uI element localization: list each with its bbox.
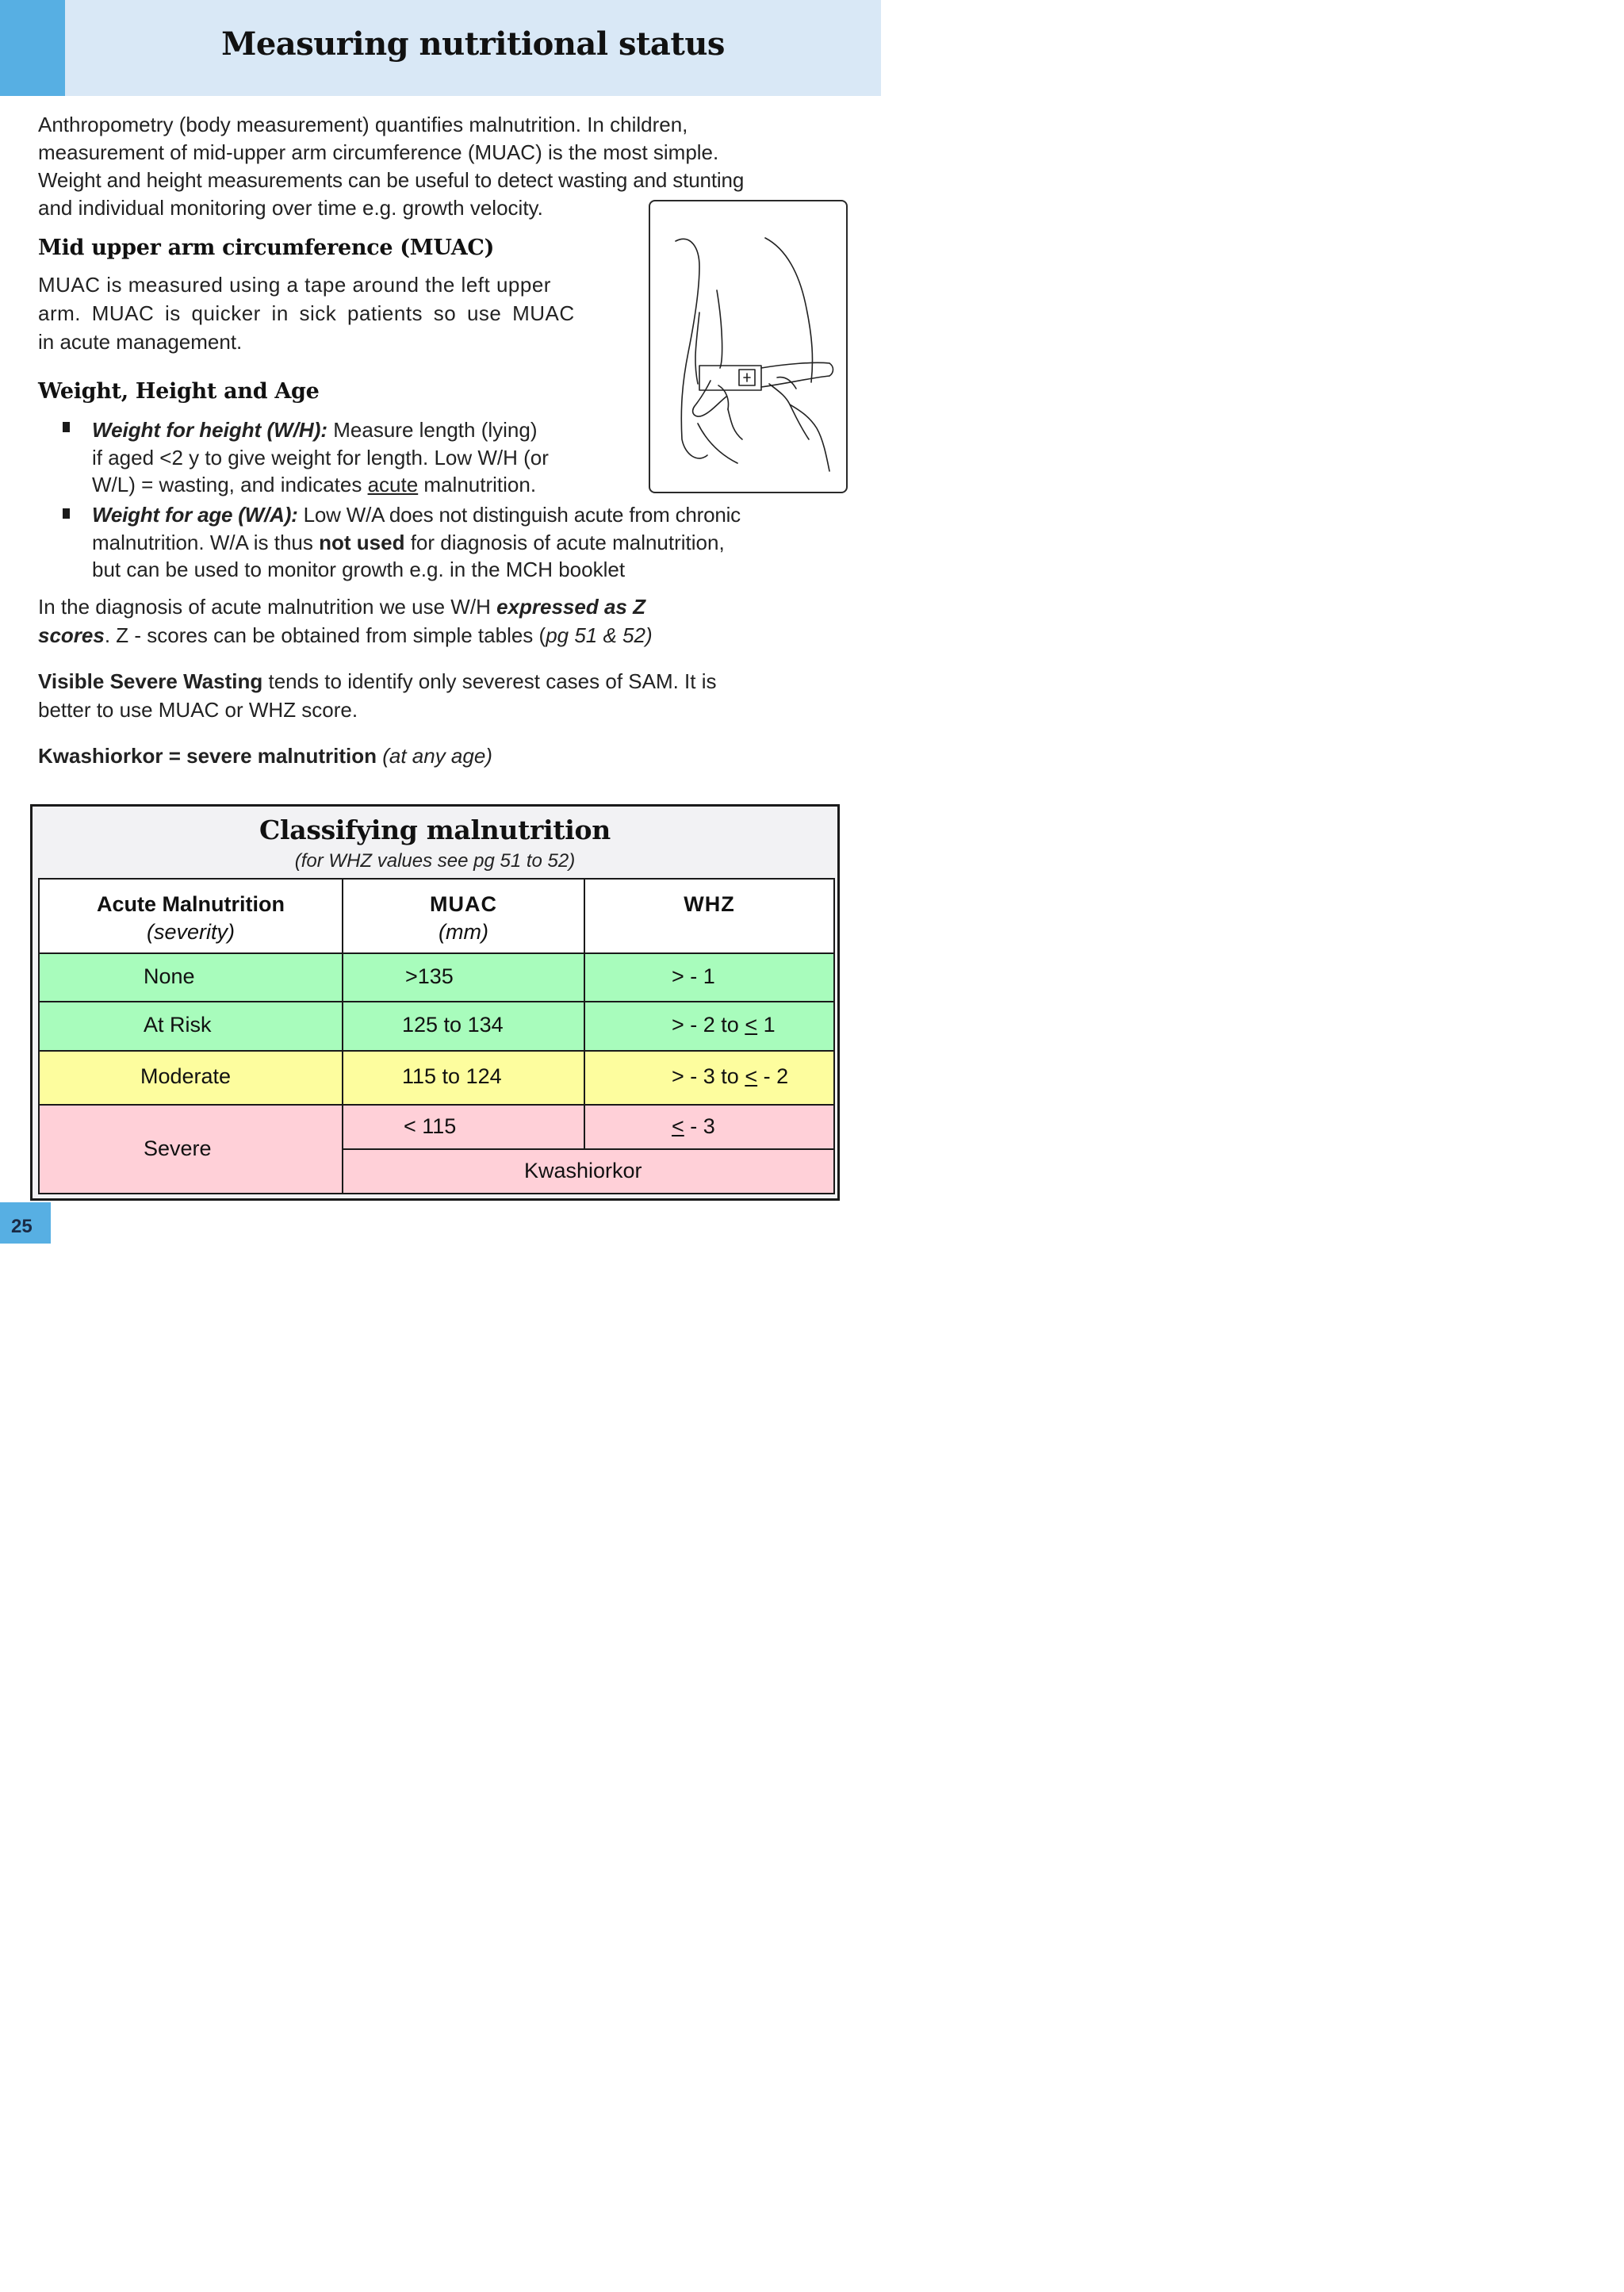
col-header-muac xyxy=(342,878,585,954)
table-subtitle: (for WHZ values see pg 51 to 52) xyxy=(294,850,576,872)
muac-heading: Mid upper arm circumference (MUAC) xyxy=(38,236,495,260)
row-severe-whz-text xyxy=(672,1114,715,1139)
row-none-muac-text: >135 xyxy=(405,964,454,988)
row-none-muac xyxy=(342,952,585,1002)
row-atrisk-whz-c: 1 xyxy=(757,1013,776,1037)
row-atrisk-muac-text: 125 to 134 xyxy=(402,1013,504,1037)
z-scores: scores xyxy=(38,623,105,647)
header-accent-tab xyxy=(0,0,65,96)
row-moderate-severity-text: Moderate xyxy=(140,1064,232,1088)
bullet-1-label: Weight for height (W/H): xyxy=(92,418,328,442)
bullet-1-text-1: Measure length (lying) xyxy=(333,418,538,442)
row-severe-severity-text: Severe xyxy=(144,1136,212,1160)
row-moderate-muac-text: 115 to 124 xyxy=(402,1064,502,1088)
row-none-severity-text: None xyxy=(144,964,195,988)
row-atrisk-whz-b: < xyxy=(745,1013,758,1037)
bullet-2-label: Weight for age (W/A): xyxy=(92,503,298,527)
wha-heading: Weight, Height and Age xyxy=(38,379,320,404)
visible-line-1 xyxy=(38,668,717,696)
col-header-whz xyxy=(584,878,835,954)
z-line-1 xyxy=(38,593,645,622)
row-severe-muac-text: < 115 xyxy=(404,1114,457,1138)
col-header-severity-label: Acute Malnutrition xyxy=(97,892,285,916)
bullet-2-line-3: but can be used to monitor growth e.g. in the MCH booklet xyxy=(92,558,626,581)
z-text-1a: In the diagnosis of acute malnutrition we use W/H xyxy=(38,595,491,619)
visible-line-2: better to use MUAC or WHZ score. xyxy=(38,698,358,722)
bullet-2-line-2 xyxy=(92,529,725,558)
bullet-2-text-1: Low W/A does not distinguish acute from chronic xyxy=(303,503,741,527)
muac-line-2: arm. MUAC is quicker in sick patients so use MUAC xyxy=(38,301,575,325)
muac-line-1: MUAC is measured using a tape around the left upper xyxy=(38,273,551,297)
row-moderate-whz-b: < xyxy=(745,1064,758,1088)
bullet-2-text-2a: malnutrition. W/A is thus xyxy=(92,531,313,554)
visible-text-1: tends to identify only severest cases of SAM. It is xyxy=(268,669,717,693)
col-header-severity-sub: (severity) xyxy=(146,920,235,944)
row-atrisk-whz-a: > - 2 to xyxy=(672,1013,745,1037)
row-moderate-whz-text xyxy=(672,1064,788,1089)
bullet-2-not-used: not used xyxy=(319,531,405,554)
z-text-2b: . Z - scores can be obtained from simple tables ( xyxy=(104,623,546,647)
table-title: Classifying malnutrition xyxy=(259,814,611,845)
bullet-1-text-3a: W/L) = wasting, and indicates xyxy=(92,473,362,496)
bullet-1-line-2: if aged <2 y to give weight for length. Low W/H (or xyxy=(92,446,549,470)
row-moderate-whz-a: > - 3 to xyxy=(672,1064,745,1088)
page-number: 25 xyxy=(11,1216,33,1237)
col-header-severity xyxy=(38,878,343,954)
bullet-1-acute: acute xyxy=(367,473,419,496)
kwash-italic: (at any age) xyxy=(382,744,492,768)
intro-line-4: and individual monitoring over time e.g. growth velocity. xyxy=(38,196,543,220)
arm-measurement-figure xyxy=(649,200,848,493)
row-atrisk-severity-text: At Risk xyxy=(144,1013,212,1037)
row-none-whz-text: > - 1 xyxy=(672,964,715,988)
kwash-line xyxy=(38,742,492,771)
z-line-2 xyxy=(38,622,653,650)
arm-measurement-illustration-icon xyxy=(650,201,846,492)
row-severe-whz-c: - 3 xyxy=(684,1114,715,1138)
col-header-muac-label: MUAC xyxy=(430,892,497,916)
bullet-1-line-1 xyxy=(92,416,537,445)
bullet-1-text-3c: malnutrition. xyxy=(423,473,537,496)
col-header-whz-label: WHZ xyxy=(684,892,735,916)
square-bullet-icon xyxy=(63,508,70,519)
intro-line-1: Anthropometry (body measurement) quantifies malnutrition. In children, xyxy=(38,113,688,136)
row-atrisk-whz-text xyxy=(672,1013,776,1037)
bullet-1-line-3 xyxy=(92,471,536,500)
col-header-muac-sub: (mm) xyxy=(439,920,488,944)
square-bullet-icon xyxy=(63,422,70,432)
page-title: Measuring nutritional status xyxy=(221,25,725,63)
z-expressed: expressed as Z xyxy=(496,595,645,619)
row-severe-muac xyxy=(342,1104,585,1150)
visible-bold: Visible Severe Wasting xyxy=(38,669,263,693)
intro-line-3: Weight and height measurements can be useful to detect wasting and stunting xyxy=(38,168,745,192)
row-severe-kwashiorkor-text: Kwashiorkor xyxy=(524,1159,642,1182)
kwash-bold: Kwashiorkor = severe malnutrition xyxy=(38,744,377,768)
bullet-2-line-1 xyxy=(92,501,741,530)
muac-line-3: in acute management. xyxy=(38,330,243,354)
row-severe-whz-b: < xyxy=(672,1114,684,1138)
intro-line-2: measurement of mid-upper arm circumference (MUAC) is the most simple. xyxy=(38,140,719,164)
row-moderate-whz-c: - 2 xyxy=(757,1064,789,1088)
z-page-ref: pg 51 & 52) xyxy=(546,623,653,647)
bullet-2-text-2c: for diagnosis of acute malnutrition, xyxy=(410,531,725,554)
